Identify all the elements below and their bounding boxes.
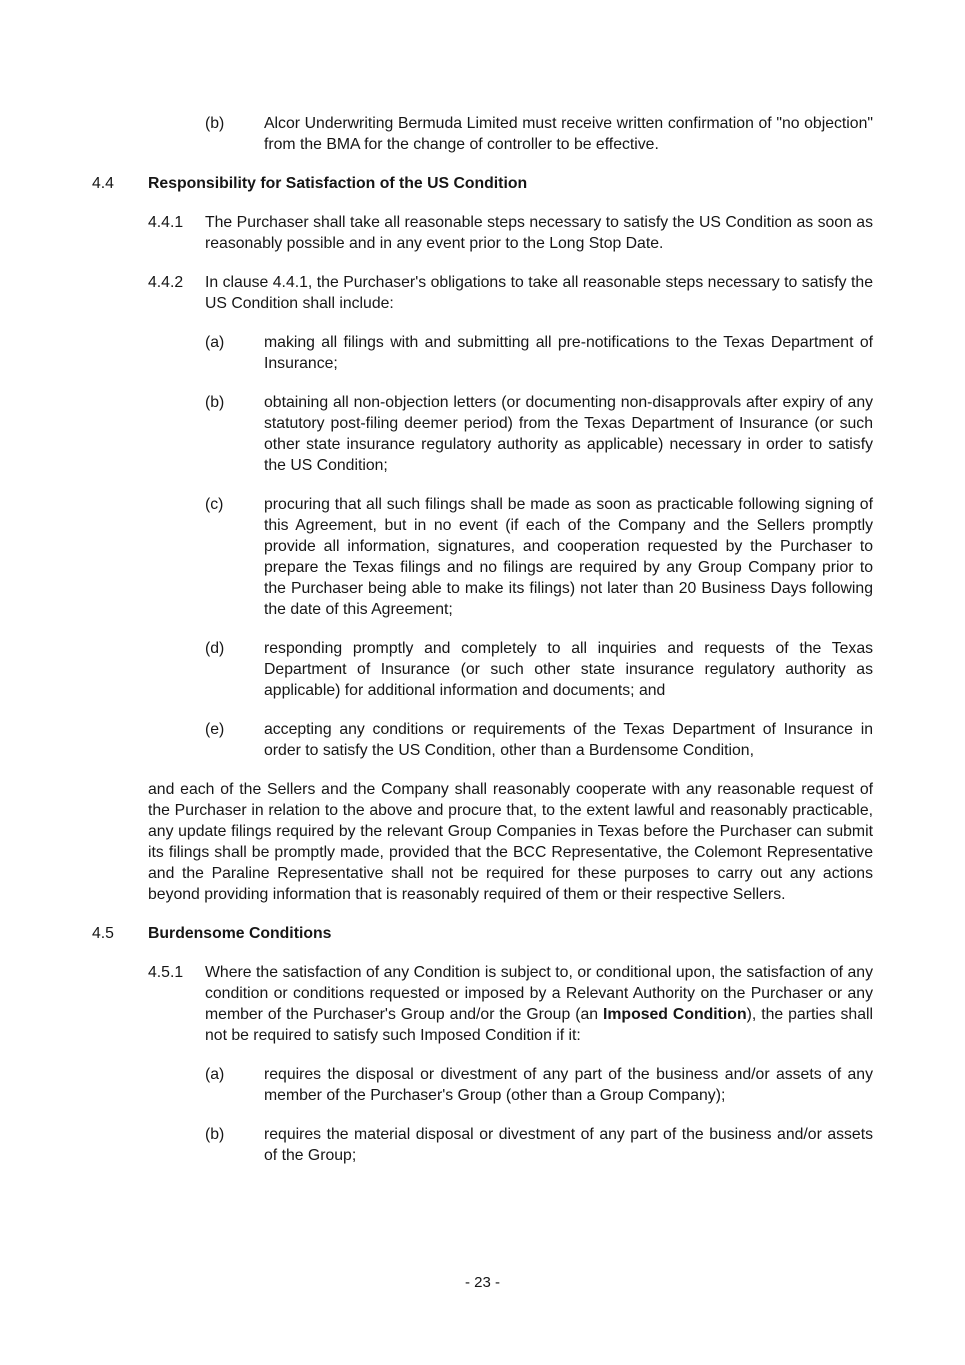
item-marker: (e) <box>205 721 225 738</box>
item-text: obtaining all non-objection letters (or documenting non-disapprovals after expiry of any statutory post-filing deemer period) from the Texas Department of Insurance (or such other state insurance regulatory authority as applicable) necessary in order to satisfy the US Condition; <box>264 394 873 474</box>
section-title: Burdensome Conditions <box>148 925 332 942</box>
item-marker: (b) <box>205 1126 225 1143</box>
clause-number: 4.4.2 <box>148 274 184 291</box>
clause-item-a <box>205 332 873 374</box>
clause-item-b2 <box>205 1124 873 1166</box>
clause-item-d <box>205 638 873 701</box>
page-number: - 23 - <box>464 1274 500 1291</box>
item-text: requires the material disposal or divestment of any part of the business and/or assets of the Group; <box>264 1126 873 1164</box>
item-text: Alcor Underwriting Bermuda Limited must receive written confirmation of "no objection" from the BMA for the change of controller to be effective. <box>264 115 873 153</box>
closing-paragraph <box>148 779 873 905</box>
defined-term: Imposed Condition <box>603 1006 747 1023</box>
clause-item-b <box>205 392 873 476</box>
clause-number: 4.5.1 <box>148 964 184 981</box>
clause-text: In clause 4.4.1, the Purchaser's obligations to take all reasonable steps necessary to satisfy the US Condition shall include: <box>205 274 873 312</box>
clause-4-5-1 <box>148 962 873 1046</box>
section-number: 4.5 <box>92 925 114 942</box>
clause-item-c <box>205 494 873 620</box>
clause-text <box>205 962 873 1046</box>
clause-4-4-2 <box>148 272 873 314</box>
clause-text-after-term: ), the parties shall not be required to satisfy such Imposed Condition if it: <box>205 1006 873 1044</box>
item-marker: (b) <box>205 115 225 132</box>
section-heading-4-5 <box>92 923 873 944</box>
clause-item-intro-b <box>205 113 873 155</box>
item-marker: (b) <box>205 394 225 411</box>
item-marker: (a) <box>205 334 225 351</box>
section-title: Responsibility for Satisfaction of the US Condition <box>148 175 528 192</box>
clause-4-4-1 <box>148 212 873 254</box>
item-marker: (d) <box>205 640 225 657</box>
item-text: making all filings with and submitting all pre-notifications to the Texas Department of Insurance; <box>264 334 873 372</box>
item-marker: (c) <box>205 496 224 513</box>
clause-text: The Purchaser shall take all reasonable steps necessary to satisfy the US Condition as soon as reasonably possible and in any event prior to the Long Stop Date. <box>205 214 873 252</box>
section-heading-4-4 <box>92 173 873 194</box>
clause-text-before-term: Where the satisfaction of any Condition is subject to, or conditional upon, the satisfaction of any condition or conditions requested or imposed by a Relevant Authority on the Purchaser or any member of the Purchaser's Group and/or the Group (an <box>205 964 873 1023</box>
item-text: responding promptly and completely to all inquiries and requests of the Texas Department of Insurance (or such other state insurance regulatory authority as applicable) for additional information and documents; and <box>264 640 873 699</box>
item-marker: (a) <box>205 1066 225 1083</box>
item-text: procuring that all such filings shall be made as soon as practicable following signing of this Agreement, but in no event (if each of the Company and the Sellers promptly provide all information, signatures, and cooperation requested by the Purchaser to prepare the Texas filings and no filings are required by any Group Company prior to the Purchaser being able to make its filings) not later than 20 Business Days following the date of this Agreement; <box>264 496 873 618</box>
section-number: 4.4 <box>92 175 114 192</box>
clause-item-a2 <box>205 1064 873 1106</box>
item-text: requires the disposal or divestment of any part of the business and/or assets of any member of the Purchaser's Group (other than a Group Company); <box>264 1066 873 1104</box>
clause-item-e <box>205 719 873 761</box>
clause-number: 4.4.1 <box>148 214 184 231</box>
item-text: accepting any conditions or requirements of the Texas Department of Insurance in order to satisfy the US Condition, other than a Burdensome Condition, <box>264 721 873 759</box>
closing-paragraph-text: and each of the Sellers and the Company shall reasonably cooperate with any reasonable request of the Purchaser in relation to the above and procure that, to the extent lawful and reasonably practicable, any update filings required by the relevant Group Companies in Texas before the Purchaser can submit its filings shall be promptly made, provided that the BCC Representative, the Colemont Representative and the Paraline Representative shall not be required for these purposes to carry out any actions beyond providing information that is reasonably required of them or their respective Sellers. <box>148 781 873 903</box>
